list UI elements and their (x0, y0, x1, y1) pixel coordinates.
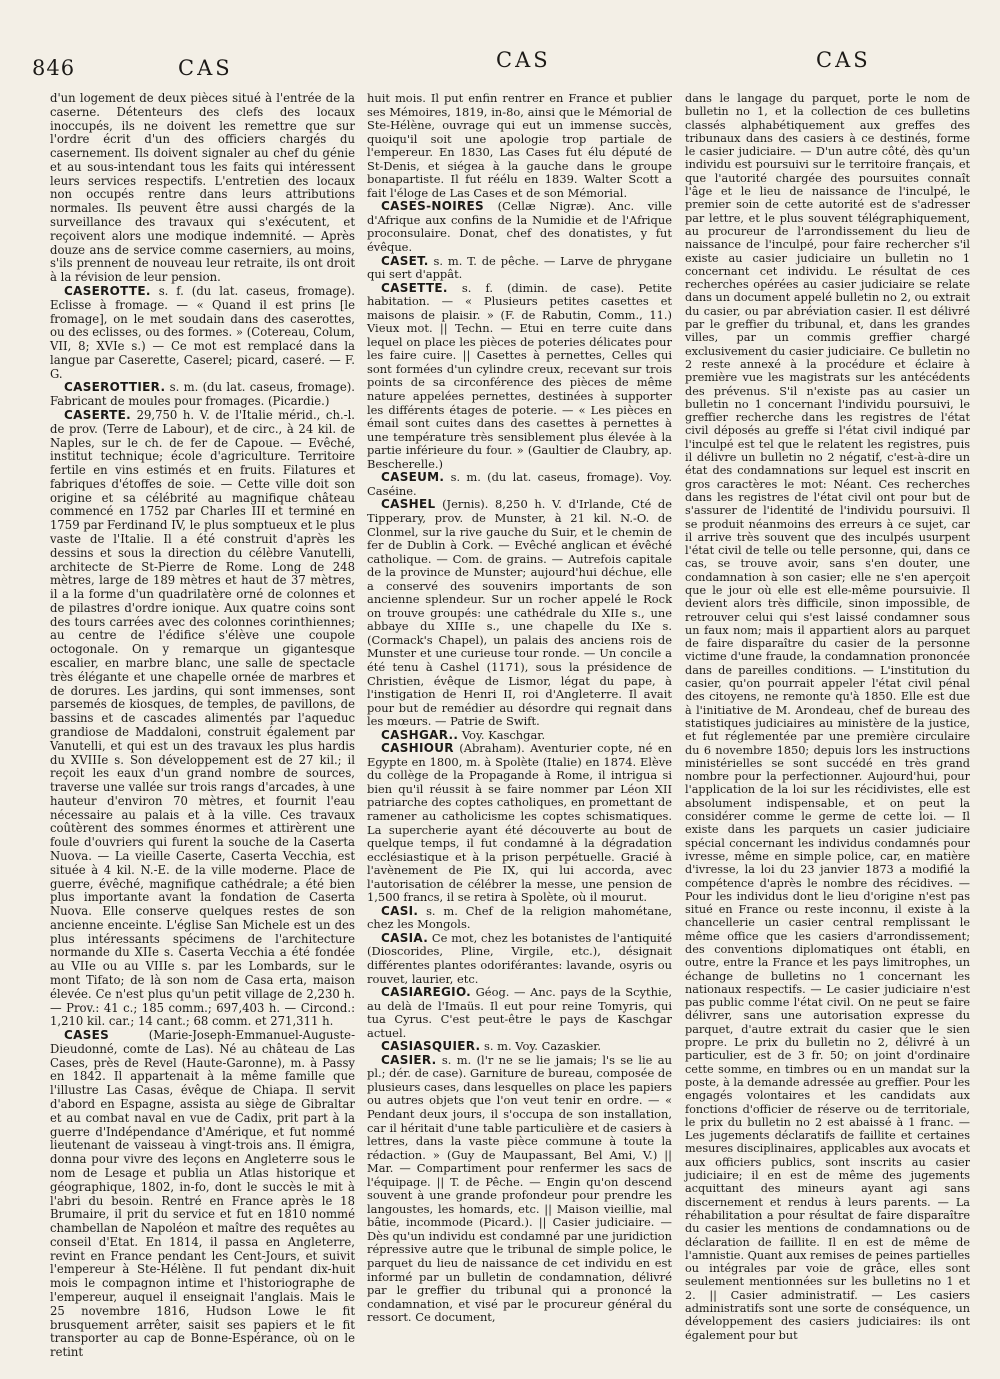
dictionary-entry (367, 986, 672, 1040)
dictionary-entry (50, 92, 355, 285)
dictionary-entry (367, 471, 672, 498)
dictionary-entry (367, 905, 672, 932)
running-header (0, 44, 1000, 84)
entry-headword: CASEROTTIER. (64, 380, 166, 395)
entry-headword: CASEROTTE. (64, 283, 151, 298)
dictionary-entry (50, 409, 355, 1029)
entry-text: Géog. — Anc. pays de la Scythie, au delà de l'Imaüs. Il eut pour reine Tomyris, qui tua Cyrus. C'est peut-être le pays de Kaschgar actuel. (367, 985, 672, 1040)
column-middle (367, 92, 672, 1325)
entry-text: s. m. (l'r ne se lie jamais; l's se lie au pl.; dér. de case). Garniture de bureau, composée de plusieurs cases, dans lesquelles on place les papiers ou autres objets que l'on veut tenir en ordre. — « Pendant deux jours, il s'occupa de son installation, car il héritait d'une table particulière et de casiers à lettres, dans la vaste pièce commune à toute la rédaction. » (Guy de Maupassant, Bel Ami, V.) || Mar. — Compartiment pour renfermer les sacs de l'équipage. || T. de Pêche. — Engin qu'on descend souvent à une grande profondeur pour prendre les langoustes, les homards, etc. || Maison vieillie, mal bâtie, incommode (Picard.). || Casier judiciaire. — Dès qu'un individu est condamné par une juridiction répressive autre que le tribunal de simple police, le parquet du lieu de naissance de cet individu en est informé par un bulletin de condamnation, délivré par le greffier du tribunal qui a prononcé la condamnation, et visé par le procureur général du ressort. Ce document, (367, 1052, 672, 1325)
entry-headword: CASHIOUR (381, 741, 454, 756)
entry-text: Ce mot, chez les botanistes de l'antiquité (Dioscorides, Pline, Virgile, etc.), désignait différentes plantes odoriférantes: lavande, osyris ou rouvet, laurier, etc. (367, 930, 672, 986)
entry-text: s. m. (du lat. caseus, fromage). Voy. Caséine. (367, 470, 672, 498)
dictionary-entry (367, 92, 672, 200)
column-left (50, 92, 355, 1360)
entry-headword: CASES-NOIRES (381, 199, 484, 214)
entry-text: s. m. (du lat. caseus, fromage). Fabricant de moules pour fromages. (Picardie.) (50, 380, 355, 409)
entry-headword: CASI. (381, 903, 419, 918)
dictionary-entry (685, 92, 970, 1342)
running-headword-left: CAS (178, 56, 233, 80)
entry-headword: CASERTE. (64, 407, 131, 422)
dictionary-entry (367, 498, 672, 728)
entry-headword: CASIA. (381, 930, 429, 945)
dictionary-entry (367, 1054, 672, 1325)
dictionary-entry (50, 1029, 355, 1360)
entry-text: s. m. Voy. Cazaskier. (484, 1039, 602, 1054)
entry-text: dans le langage du parquet, porte le nom de bulletin no 1, et la collection de ces bulletins classés alphabétiquement aux greffes des tribunaux dans des casiers à ce destinés, forme le casier judiciaire. — D'un autre côté, dès qu'un individu est poursuivi sur le territoire français, et que l'autorité chargée des poursuites connaît l'âge et le lieu de naissance de l'inculpé, le premier soin de cette autorité est de s'adresser par lettre, et le plus souvent télégraphiquement, au procureur de l'arrondissement du lieu de naissance de l'inculpé, pour faire rechercher s'il existe au casier judiciaire un bulletin no 1 concernant cet individu. Le résultat de ces recherches opérées au casier judiciaire se relate dans un document appelé bulletin no 2, ou extrait du casier, ou par abréviation casier. Il est délivré par le greffier du tribunal, et, dans les grandes villes, par un commis greffier chargé exclusivement du casier judiciaire. Ce bulletin no 2 reste annexé à la procédure et éclaire à première vue les magistrats sur les antécédents des prévenus. S'il n'existe pas au casier un bulletin no 1 concernant l'individu poursuivi, le greffier recherche dans les registres de l'état civil déposés au greffe si l'état civil indiqué par l'inculpé est tel que le relatent les registres, puis il délivre un bulletin no 2 négatif, c'est-à-dire un état des condamnations sur lequel est inscrit en gros caractères le mot: Néant. Ces recherches dans les registres de l'état civil ont pour but de s'assurer de l'identité de l'individu poursuivi. Il se produit néanmoins des erreurs à ce sujet, car il arrive très souvent que des inculpés usurpent l'état civil de telle ou telle personne, qui, dans ce cas, se trouve avoir, sans s'en douter, une condamnation à son casier; elle ne s'en aperçoit que le jour où elle est elle-même poursuivie. Il devient alors très difficile, sinon impossible, de retrouver celui qui s'est laissé condamner sous un faux nom; mais il appartient alors au parquet de faire disparaître du casier de la personne victime d'une fraude, la condamnation prononcée dans de pareilles conditions. — L'institution du casier, qu'on pourrait appeler l'état civil pénal des citoyens, ne remonte qu'à 1850. Elle est due à l'initiative de M. Arondeau, chef de bureau des statistiques judiciaires au ministère de la justice, et fut réglementée par une première circulaire du 6 novembre 1850; depuis lors les instructions ministérielles se sont succédé en très grand nombre pour la perfectionner. Aujourd'hui, pour l'application de la loi sur les récidivistes, elle est absolument indispensable, et on peut la considérer comme le germe de cette loi. — Il existe dans les parquets un casier judiciaire spécial concernant les individus condamnés pour ivresse, même en simple police, car, en matière d'ivresse, la loi du 23 janvier 1873 a modifié la compétence d'après le nombre des récidives. — Pour les individus dont le lieu d'origine n'est pas situé en France ou reste inconnu, il existe à la chancellerie un casier central remplissant le même office que les casiers d'arrondissement; des conventions diplomatiques ont établi, en outre, entre la France et les pays limitrophes, un échange de bulletins no 1 concernant les nationaux respectifs. — Le casier judiciaire n'est pas public comme l'état civil. On ne peut se faire délivrer, sans une autorisation expresse du parquet, d'autre extrait du casier que le sien propre. Le prix du bulletin no 2, délivré à un particulier, est de 3 fr. 50; on joint d'ordinaire cette somme, en timbres ou en un mandat sur la poste, à la demande adressée au greffier. Pour les engagés volontaires et les candidats aux fonctions d'officier de réserve ou de territoriale, le prix du bulletin no 2 est abaissé à 1 franc. — Les jugements déclaratifs de faillite et certaines mesures disciplinaires, applicables aux avocats et aux officiers publics, sont inscrits au casier judiciaire; il en est de même des jugements acquittant des mineurs ayant agi sans discernement et rendus à leurs parents. — La réhabilitation a pour résultat de faire disparaître du casier les mentions de condamnations ou de déclaration de faillite. Il en est de même de l'amnistie. Quant aux remises de peines partielles ou intégrales par voie de grâce, elles sont seulement mentionnées sur les bulletins no 1 et 2. || Casier administratif. — Les casiers administratifs sont une sorte de conséquence, un développement des casiers judiciaires: ils ont également pour but (685, 92, 970, 1342)
entry-headword: CASETTE. (381, 280, 448, 295)
entry-headword: CASES (64, 1028, 110, 1043)
entry-headword: CASIAREGIO. (381, 985, 472, 1000)
page-number: 846 (32, 56, 76, 80)
running-headword-center: CAS (496, 48, 551, 72)
entry-text: s. m. Chef de la religion mahométane, chez les Mongols. (367, 903, 672, 932)
running-headword-right: CAS (816, 48, 871, 72)
entry-text: (Abraham). Aventurier copte, né en Egypte en 1800, m. à Spolète (Italie) en 1874. Elève du collège de la Propagande à Rome, il intrigua si bien qu'il réussit à se faire nommer par Léon XII patriarche des coptes catholiques, en promettant de ramener au catholicisme les coptes schismatiques. La supercherie ayant été découverte au bout de quelque temps, il fut condamné à la dégradation ecclésiastique et à la prison perpétuelle. Gracié à l'avènement de Pie IX, qui lui accorda, avec l'autorisation de célébrer la messe, une pension de 1,500 francs, il se retira à Spolète, où il mourut. (367, 741, 672, 905)
entry-headword: CASEUM. (381, 470, 445, 485)
entry-headword: CASHGAR.. (381, 727, 459, 742)
entry-text: d'un logement de deux pièces situé à l'entrée de la caserne. Détenteurs des clefs des locaux inoccupés, ils ne doivent les remettre que sur l'ordre écrit d'un des officiers chargés du casernement. Ils doivent signaler au chef du génie et au sous-intendant tous les faits qui intéressent leurs services respectifs. L'entretien des locaux non occupés rentre dans leurs attributions normales. Ils peuvent être aussi chargés de la surveillance des travaux qui s'exécutent, et reçoivent alors une modique indemnité. — Après douze ans de service comme caserniers, au moins, s'ils prennent de nouveau leur retraite, ils ont droit à la révision de leur pension. (50, 91, 355, 285)
entry-headword: CASET. (381, 253, 429, 268)
entry-text: Voy. Kaschgar. (461, 727, 546, 742)
dictionary-entry (367, 255, 672, 282)
entry-text: s. m. T. de pêche. — Larve de phrygane qui sert d'appât. (367, 253, 673, 282)
column-right (685, 92, 970, 1342)
entry-headword: CASIASQUIER. (381, 1039, 481, 1054)
dictionary-entry (367, 282, 672, 472)
entry-text: 29,750 h. V. de l'Italie mérid., ch.-l. de prov. (Terre de Labour), et de circ., à 24 kil. de Naples, sur le ch. de fer de Capoue. — Evêché, institut technique; école d'agriculture. Territoire fertile en vins estimés et en fruits. Filatures et fabriques d'étoffes de soie. — Cette ville doit son origine et sa célébrité au magnifique château commencé en 1752 par Charles III et terminé en 1759 par Ferdinand IV, le plus somptueux et le plus vaste de l'Italie. Il a été construit d'après les dessins et sous la direction du célèbre Vanutelli, architecte de St-Pierre de Rome. Long de 248 mètres, large de 189 mètres et haut de 37 mètres, il a la forme d'un quadrilatère orné de colonnes et de pilastres d'ordre ionique. Aux quatre coins sont des tours carrées avec des colonnes corinthiennes; au centre de l'édifice s'élève une coupole octogonale. On y remarque un gigantesque escalier, en marbre blanc, une salle de spectacle très élégante et une chapelle ornée de marbres et de dorures. Les jardins, qui sont immenses, sont parsemés de kiosques, de temples, de pavillons, de bassins et de cascades alimentés par l'aqueduc grandiose de Maddaloni, construit également par Vanutelli, et qui est un des travaux les plus hardis du XVIIIe s. Son développement est de 27 kil.; il reçoit les eaux d'un grand nombre de sources, traverse une vallée sur trois rangs d'arcades, à une hauteur d'environ 70 mètres, et fournit l'eau nécessaire au palais et à la ville. Ces travaux coûtèrent des sommes énormes et attirèrent une foule d'ouvriers qui furent la souche de la Caserta Nuova. — La vieille Caserte, Caserta Vecchia, est située à 4 kil. N.-E. de la ville moderne. Place de guerre, évêché, magnifique cathédrale; a été bien plus importante avant la fondation de Caserta Nuova. Elle conserve quelques restes de son ancienne enceinte. L'église San Michele est un des plus intéressants spécimens de l'architecture normande du XIIe s. Caserta Vecchia a été fondée au VIIe ou au VIIIe s. par les Lombards, sur le mont Tifato; de là son nom de Casa erta, maison élevée. Ce n'est plus qu'un petit village de 2,230 h. — Prov.: 41 c.; 185 comm.; 697,403 h. — Circond.: 1,210 kil. car.; 14 cant.; 68 comm. et 271,311 h. (50, 407, 356, 1029)
entry-text: huit mois. Il put enfin rentrer en France et publier ses Mémoires, 1819, in-8o, ainsi que le Mémorial de Ste-Hélène, ouvrage qui eut un immense succès, quoiqu'il soit une apologie trop partiale de l'empereur. En 1830, Las Cases fut élu député de St-Denis, et siégea à la gauche dans le groupe bonapartiste. Il fut réélu en 1839. Walter Scott a fait l'éloge de Las Cases et de son Mémorial. (367, 91, 672, 200)
entry-text: s. f. (du lat. caseus, fromage). Eclisse à fromage. — « Quand il est prins [le fromage], on le met soudain dans des caserottes, ou des eclisses, ou des formes. » (Cotereau, Colum, VII, 8; XVIe s.) — Ce mot est remplacé dans la langue par Caserette, Caserel; picard, caseré. — F. G. (50, 283, 355, 381)
dictionary-entry (367, 742, 672, 905)
entry-headword: CASHEL (381, 497, 436, 512)
dictionary-entry (50, 381, 355, 409)
entry-text: (Cellæ Nigræ). Anc. ville d'Afrique aux confins de la Numidie et de l'Afrique proconsulaire. Donat, chef des donatistes, y fut évêque. (367, 199, 672, 255)
dictionary-entry (367, 1040, 672, 1054)
entry-text: (Jernis). 8,250 h. V. d'Irlande, Cté de Tipperary, prov. de Munster, à 21 kil. N.-O. de Clonmel, sur la rive gauche du Suir, et le chemin de fer de Dublin à Cork. — Evêché anglican et évêché catholique. — Com. de grains. — Autrefois capitale de la province de Munster; aujourd'hui déchue, elle a conservé des souvenirs importants de son ancienne splendeur. Sur un rocher appelé le Rock on trouve groupés: une cathédrale du XIIe s., une abbaye du XIIIe s., une chapelle du IXe s. (Cormack's Chapel), un palais des anciens rois de Munster et une curieuse tour ronde. — Un concile a été tenu à Cashel (1171), sous la présidence de Christien, évêque de Lismor, légat du pape, à l'instigation de Henri II, roi d'Angleterre. Il avait pour but de remédier au désordre qui regnait dans les mœurs. — Patrie de Swift. (367, 497, 672, 729)
dictionary-entry (367, 729, 672, 743)
dictionary-entry (367, 200, 672, 254)
dictionary-entry (50, 285, 355, 381)
entry-text: (Marie-Joseph-Emmanuel-Auguste-Dieudonné, comte de Las). Né au château de Las Cases, près de Revel (Haute-Garonne), m. à Passy en 1842. Il appartenait à la même famille que l'illustre Las Casas, évêque de Chiapa. Il servit d'abord en Espagne, assista au siège de Gibraltar et au combat naval en vue de Cadix, prit part à la guerre d'Indépendance d'Amérique, et fut nommé lieutenant de vaisseau à vingt-trois ans. Il émigra, donna pour vivre des leçons en Angleterre sous le nom de Lesage et publia un Atlas historique et géographique, 1802, in-fo, dont le succès le mit à l'abri du besoin. Rentré en France après le 18 Brumaire, il prit du service et fut en 1810 nommé chambellan de Napoléon et maître des requêtes au conseil d'Etat. En 1814, il passa en Angleterre, revint en France pendant les Cent-Jours, et suivit l'empereur à Ste-Hélène. Il fut pendant dix-huit mois le compagnon intime et l'historiographe de l'empereur, auquel il enseignait l'anglais. Mais le 25 novembre 1816, Hudson Lowe le fit brusquement arrêter, saisit ses papiers et le fit transporter au cap de Bonne-Espérance, où on le retint (50, 1028, 355, 1360)
dictionary-entry (367, 932, 672, 986)
entry-text: s. f. (dimin. de case). Petite habitation. — « Plusieurs petites casettes et maisons de plaisir. » (F. de Rabutin, Comm., 11.) Vieux mot. || Techn. — Etui en terre cuite dans lequel on place les pièces de poteries délicates pour les faire cuire. || Casettes à pernettes, Celles qui sont formées d'un cylindre creux, recevant sur trois points de sa circonférence des pièces de même nature appelées pernettes, destinées à supporter les différents étages de poterie. — « Les pièces en émail sont cuites dans des casettes à pernettes à une température très sensiblement plus élevée à la partie inférieure du four. » (Gaultier de Claubry, ap. Bescherelle.) (367, 280, 672, 471)
entry-headword: CASIER. (381, 1052, 437, 1067)
